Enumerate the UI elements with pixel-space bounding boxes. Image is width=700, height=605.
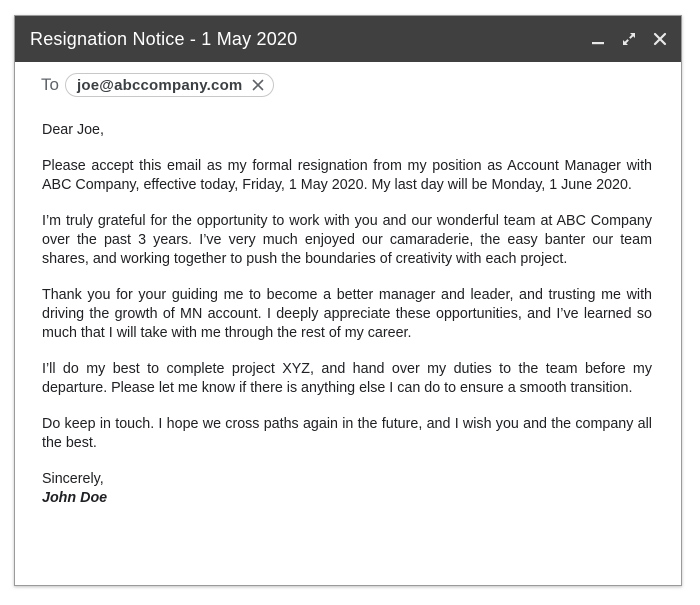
compose-window [14,15,682,586]
paragraph: I’ll do my best to complete project XYZ, and hand over my duties to the team before my departure. Please let me know if there is anything else I can do to ensure a smooth transition. [42,361,652,396]
closing: Sincerely, [42,471,104,487]
minimize-button[interactable] [587,28,609,50]
remove-recipient-button[interactable] [251,78,265,92]
window-title: Resignation Notice - 1 May 2020 [30,28,298,49]
signature: John Doe [42,490,108,506]
paragraph: Do keep in touch. I hope we cross paths again in the future, and I wish you and the company all the best. [42,416,652,451]
close-icon [652,31,668,47]
close-button[interactable] [649,28,671,50]
expand-button[interactable] [618,28,640,50]
close-icon [252,79,264,91]
to-label: To [41,75,59,94]
salutation: Dear Joe, [42,122,104,138]
paragraph: Please accept this email as my formal resignation from my position as Account Manager with ABC Company, effective today, Friday, 1 May 2020. My last day will be Monday, 1 June 2020. [42,158,652,193]
recipient-chip[interactable] [65,73,275,97]
title-bar[interactable] [15,16,681,62]
message-body[interactable] [42,121,652,508]
recipient-email: joe@abccompany.com [76,76,243,94]
recipient-row [41,73,274,97]
paragraph: Thank you for your guiding me to become a better manager and leader, and trusting me with driving the growth of MN account. I deeply appreciate these opportunities, and I’ve learned so much that I will take with me through the rest of my career. [42,287,652,341]
paragraph: I’m truly grateful for the opportunity to work with you and our wonderful team at ABC Company over the past 3 years. I’ve very much enjoyed our camaraderie, the easy banter our team shares, and working together to push the boundaries of creativity with each project. [42,213,652,267]
minimize-icon [590,31,606,47]
expand-icon [621,31,637,47]
